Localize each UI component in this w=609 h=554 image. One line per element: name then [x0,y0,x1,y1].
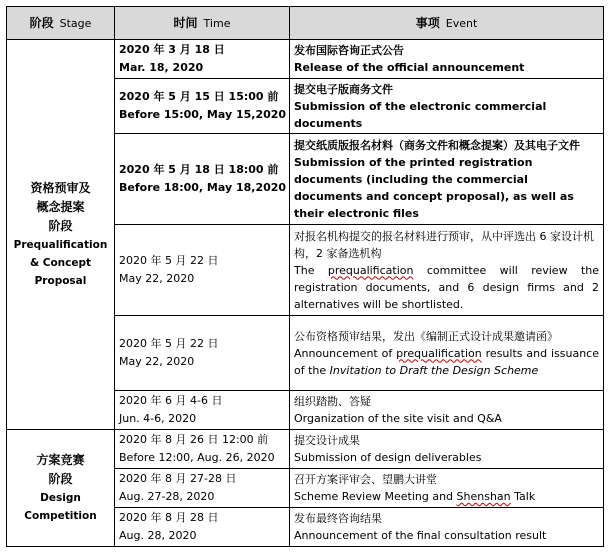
stage-column-header: 阶段 Stage [7,7,115,40]
event-cell: 组织踏勘、答疑 Organization of the site visit and Q&A [290,391,604,430]
time-cell: 2020 年 5 月 22 日 May 22, 2020 [115,316,290,391]
event-column-header: 事项 Event [290,7,604,40]
time-cell: 2020 年 5 月 15 日 15:00 前 Before 15:00, May 15,2020 [115,79,290,134]
table-row [7,430,604,469]
event-cell: 提交纸质版报名材料（商务文件和概念提案）及其电子文件 Submission of the printed registration documents (including the commercial documents and concept proposal), as well as their electronic files [290,134,604,225]
event-cell: 公布资格预审结果，发出《编制正式设计成果邀请函》 Announcement of prequalification results and issuance of the Invitation to Draft the Design Scheme [290,316,604,391]
table-row [7,40,604,79]
time-cell: 2020 年 8 月 26 日 12:00 前 Before 12:00, Aug. 26, 2020 [115,430,290,469]
event-cell: 提交电子版商务文件 Submission of the electronic commercial documents [290,79,604,134]
time-cell: 2020 年 6 月 4-6 日 Jun. 4-6, 2020 [115,391,290,430]
time-cell: 2020 年 8 月 28 日 Aug. 28, 2020 [115,508,290,547]
stage-cell-design-competition: 方案竞赛 阶段 Design Competition [7,430,115,547]
spellcheck-mark: prequalification [396,346,482,360]
time-column-header: 时间 Time [115,7,290,40]
event-cell: 对报名机构提交的报名材料进行预审，从中评选出 6 家设计机构，2 家备选机构 The prequalification committee will review the registration documents, and 6 design firms and 2 alternatives will be shortlisted. [290,225,604,316]
time-cell: 2020 年 5 月 22 日 May 22, 2020 [115,225,290,316]
event-cell: 发布最终咨询结果 Announcement of the final consultation result [290,508,604,547]
stage-cell-prequalification: 资格预审及 概念提案 阶段 Prequalification & Concept Proposal [7,40,115,430]
event-cell: 发布国际咨询正式公告 Release of the official announcement [290,40,604,79]
time-cell: 2020 年 5 月 18 日 18:00 前 Before 18:00, May 18,2020 [115,134,290,225]
header-row [7,7,604,40]
spellcheck-mark: prequalification [327,263,414,277]
schedule-table [6,6,604,547]
time-cell: 2020 年 8 月 27-28 日 Aug. 27-28, 2020 [115,469,290,508]
spellcheck-mark: Shenshan [456,490,511,503]
event-cell: 召开方案评审会、望鹏大讲堂 Scheme Review Meeting and Shenshan Talk [290,469,604,508]
event-cell: 提交设计成果 Submission of design deliverables [290,430,604,469]
time-cell: 2020 年 3 月 18 日 Mar. 18, 2020 [115,40,290,79]
